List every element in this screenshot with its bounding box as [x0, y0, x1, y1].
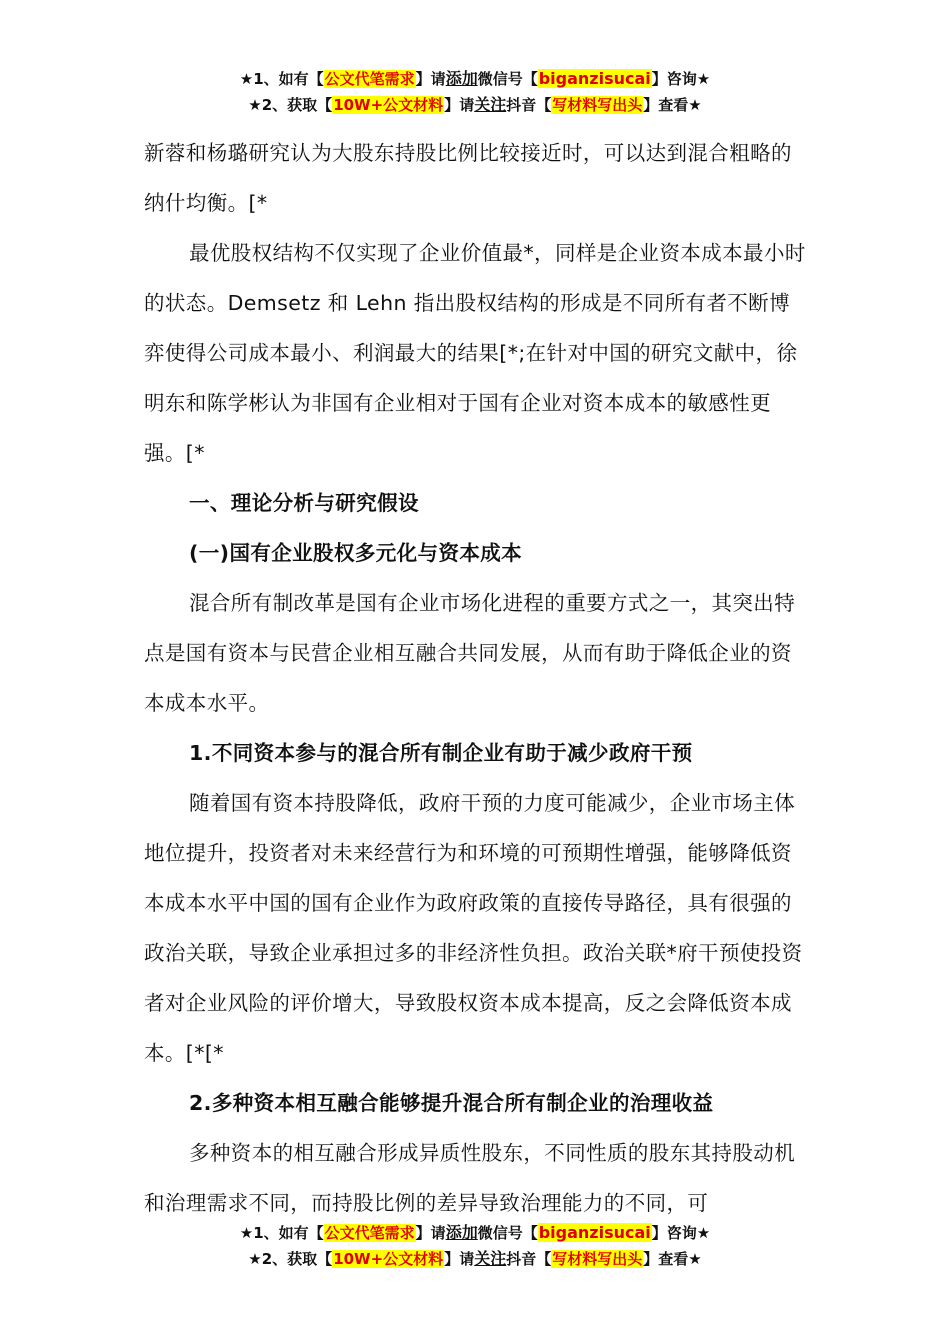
banner-text: 】请 — [444, 1250, 475, 1268]
banner-text: 】咨询★ — [651, 1224, 711, 1242]
banner-highlight: 公文代笔需求 — [324, 70, 415, 88]
paragraph: 多种资本的相互融合形成异质性股东，不同性质的股东其持股动机和治理需求不同，而持股比例的差异导致治理能力的不同，可 — [144, 1141, 796, 1215]
banner-text: 抖音【 — [506, 1250, 552, 1268]
banner-text: 抖音【 — [506, 96, 552, 114]
banner-line-1 — [0, 1220, 950, 1246]
document-body — [144, 128, 808, 1228]
banner-text: 】请 — [444, 96, 475, 114]
numbered-heading: 1.不同资本参与的混合所有制企业有助于减少政府干预 — [189, 741, 693, 765]
banner-bottom — [0, 1220, 950, 1272]
banner-text: 微信号【 — [477, 1224, 538, 1242]
paragraph: 随着国有资本持股降低，政府干预的力度可能减少，企业市场主体地位提升，投资者对未来经营行为和环境的可预期性增强，能够降低资本成本水平中国的国有企业作为政府政策的直接传导路径，具有很强的政治关联，导致企业承担过多的非经济性负担。政治关联*府干预使投资者对企业风险的评价增大，导致股权资本成本提高，反之会降低资本成本。[*[* — [144, 791, 803, 1065]
banner-highlight: 公文代笔需求 — [324, 1224, 415, 1242]
banner-line-2 — [0, 1246, 950, 1272]
banner-text: 】请 — [415, 1224, 446, 1242]
banner-line-2 — [0, 92, 950, 118]
subsection-heading: (一)国有企业股权多元化与资本成本 — [189, 541, 523, 565]
banner-underlined: 关注 — [474, 1249, 507, 1268]
banner-underlined: 关注 — [474, 95, 507, 114]
section-heading: 一、理论分析与研究假设 — [189, 491, 419, 515]
banner-text: ★1、如有【 — [239, 70, 324, 88]
banner-text: 】查看★ — [643, 1250, 702, 1268]
paragraph: 最优股权结构不仅实现了企业价值最*，同样是企业资本成本最小时的状态。Demsetz 和 Lehn 指出股权结构的形成是不同所有者不断博弈使得公司成本最小、利润最大的结果[*;在针对中国的研究文献中，徐明东和陈学彬认为非国有企业相对于国有企业对资本成本的敏感性更强。[* — [144, 241, 806, 465]
banner-text: ★2、获取【 — [248, 96, 333, 114]
paragraph-continued: 新蓉和杨璐研究认为大股东持股比例比较接近时，可以达到混合粗略的纳什均衡。[* — [144, 141, 792, 215]
numbered-heading: 2.多种资本相互融合能够提升混合所有制企业的治理收益 — [189, 1091, 714, 1115]
banner-wechat-id: biganzisucai — [538, 69, 651, 88]
banner-top — [0, 66, 950, 118]
banner-highlight: 10W+公文材料 — [333, 96, 444, 114]
banner-highlight: 写材料写出头 — [552, 1250, 643, 1268]
banner-text: ★2、获取【 — [248, 1250, 333, 1268]
paragraph: 混合所有制改革是国有企业市场化进程的重要方式之一，其突出特点是国有资本与民营企业相互融合共同发展，从而有助于降低企业的资本成本水平。 — [144, 591, 796, 715]
banner-line-1 — [0, 66, 950, 92]
banner-highlight: 写材料写出头 — [552, 96, 643, 114]
banner-underlined: 添加 — [445, 69, 478, 88]
banner-wechat-id: biganzisucai — [538, 1223, 651, 1242]
banner-text: ★1、如有【 — [239, 1224, 324, 1242]
banner-highlight: 10W+公文材料 — [333, 1250, 444, 1268]
banner-text: 】请 — [415, 70, 446, 88]
banner-underlined: 添加 — [445, 1223, 478, 1242]
banner-text: 】咨询★ — [651, 70, 711, 88]
banner-text: 微信号【 — [477, 70, 538, 88]
banner-text: 】查看★ — [643, 96, 702, 114]
